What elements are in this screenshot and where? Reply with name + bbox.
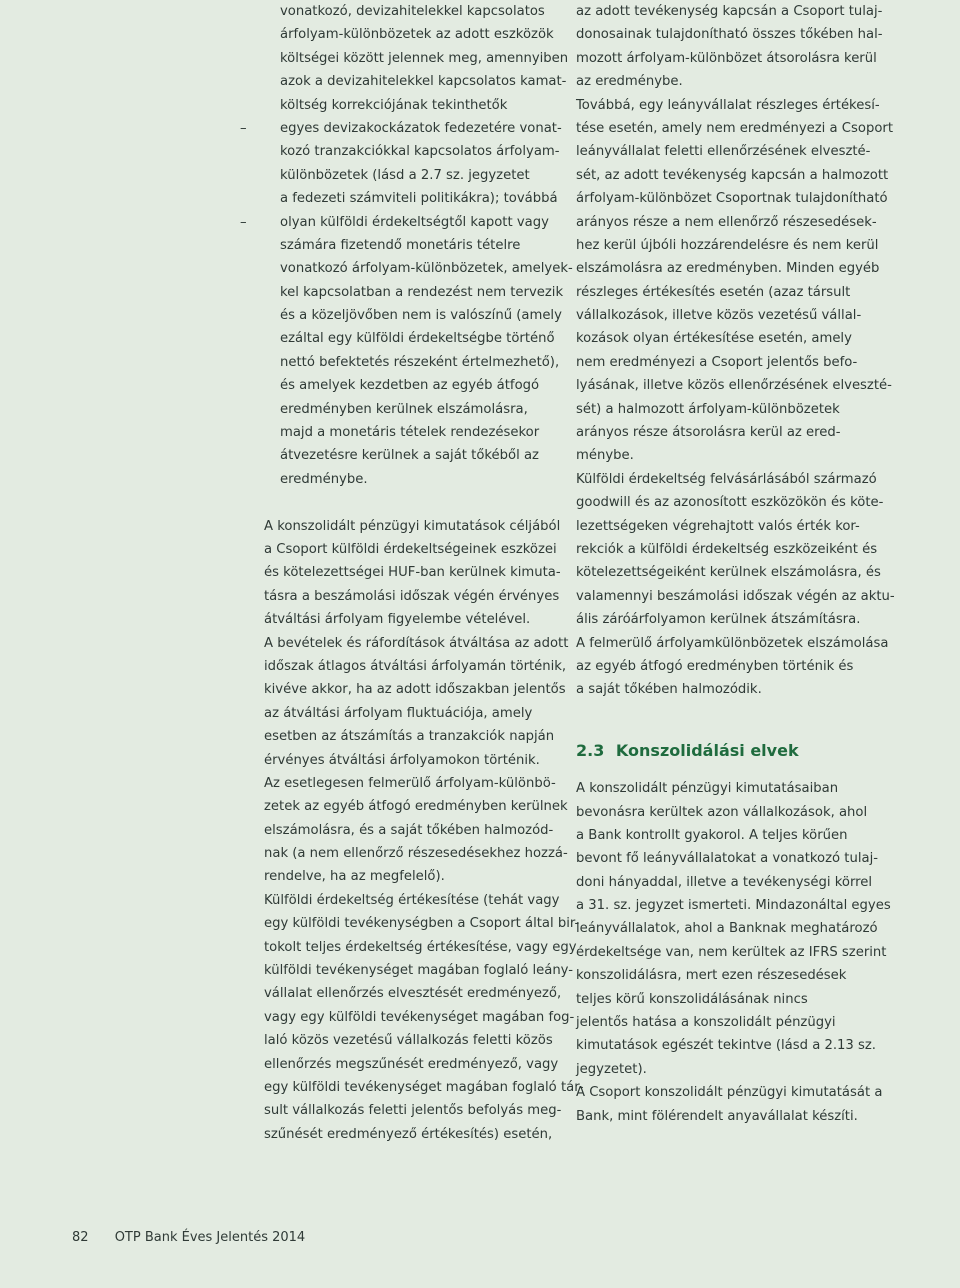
text-line: nettó befektetés részeként értelmezhető), [280, 354, 560, 370]
text-line: árfolyam-különbözet Csoportnak tulajdonítható [576, 191, 888, 207]
page-footer [72, 1228, 305, 1248]
text-line: Az esetlegesen felmerülő árfolyam-különbö- [264, 775, 556, 791]
text-line: kötelezettségeiként kerülnek elszámolásra, és [576, 565, 881, 581]
text-line: tése esetén, amely nem eredményezi a Csoport [576, 120, 893, 136]
text-line: rendelve, ha az megfelelő). [264, 869, 445, 885]
section-heading [576, 737, 876, 765]
text-line: esetben az átszámítás a tranzakciók napján [264, 729, 555, 745]
text-line: egy külföldi tevékenységben a Csoport által bir- [264, 916, 580, 932]
text-line: A konszolidált pénzügyi kimutatásaiban [576, 781, 839, 797]
section-title: Konszolidálási elvek [615, 741, 799, 761]
page-number: 82 [72, 1230, 89, 1245]
text-line: az adott tevékenység kapcsán a Csoport tulaj- [576, 4, 883, 19]
text-line: kivéve akkor, ha az adott időszakban jelentős [264, 682, 566, 698]
text-line: bevont fő leányvállalatokat a vonatkozó tulaj- [576, 851, 878, 867]
text-line: ellenőrzés megszűnését eredményező, vagy [264, 1056, 559, 1072]
text-line: a 31. sz. jegyzet ismerteti. Mindazonáltal egyes [576, 898, 891, 914]
text-line: számára fizetendő monetáris tételre [280, 237, 521, 253]
text-line: lyásának, illetve közös ellenőrzésének elveszté- [576, 378, 892, 394]
text-line: zetek az egyéb átfogó eredményben kerülnek [264, 799, 568, 815]
text-line: Bank, mint fölérendelt anyavállalat készíti. [576, 1108, 858, 1124]
text-line: és a közeljövőben nem is valószínű (amely [280, 308, 562, 324]
text-line: költségei között jelennek meg, amennyiben [280, 50, 569, 66]
text-line: doni hányaddal, illetve a tevékenységi körrel [576, 874, 873, 890]
text-line: kozások olyan értékesítése esetén, amely [576, 331, 852, 347]
bullet-text: egyes devizakockázatok fedezetére vonat- [280, 120, 562, 136]
right-column-top-text [576, 0, 895, 702]
text-line: az átváltási árfolyam fluktuációja, amely [264, 705, 533, 721]
text-line: átváltási árfolyam figyelembe vételével. [264, 612, 531, 628]
text-line: kozó tranzakciókkal kapcsolatos árfolyam- [280, 144, 560, 160]
bullet-text: olyan külföldi érdekeltségtől kapott vagy [280, 214, 549, 230]
text-line: hez kerül újbóli hozzárendelésre és nem kerül [576, 237, 879, 253]
text-line: goodwill és az azonosított eszközökön és köte- [576, 495, 884, 511]
right-column-bottom-text [576, 777, 891, 1128]
text-line: vonatkozó árfolyam-különbözetek, amelyek- [280, 261, 573, 277]
text-line: ális záróárfolyamon kerülnek átszámításra. [576, 612, 861, 628]
text-line: Külföldi érdekeltség értékesítése (tehát vagy [264, 892, 560, 908]
text-line: eredménybe. [280, 471, 368, 487]
text-line: és kötelezettségei HUF-ban kerülnek kimuta- [264, 565, 561, 581]
text-line: majd a monetáris tételek rendezésekor [280, 425, 540, 441]
dash-bullet-icon: – [240, 120, 247, 136]
text-line: sét) a halmozott árfolyam-különbözetek [576, 401, 840, 417]
text-line: a fedezeti számviteli politikákra); továbbá [280, 191, 558, 207]
text-line: A Csoport konszolidált pénzügyi kimutatását a [576, 1085, 883, 1101]
text-line: átvezetésre kerülnek a saját tőkéből az [280, 448, 539, 464]
text-line: azok a devizahitelekkel kapcsolatos kamat- [280, 74, 567, 90]
text-line: elszámolásra, és a saját tőkében halmozód- [264, 822, 554, 838]
text-line: teljes körű konszolidálásának nincs [576, 991, 808, 1007]
text-line: jelentős hatása a konszolidált pénzügyi [576, 1015, 836, 1031]
text-line: bevonásra kerültek azon vállalkozások, ahol [576, 804, 868, 820]
text-line: lezettségeken végrehajtott valós érték kor- [576, 518, 860, 534]
text-line: jegyzetet). [576, 1061, 647, 1077]
text-line: nak (a nem ellenőrző részesedésekhez hozzá- [264, 846, 568, 862]
text-line: külföldi tevékenységet magában foglaló leány- [264, 963, 574, 979]
text-line: arányos része átsorolásra kerül az ered- [576, 425, 841, 441]
text-line: különbözetek (lásd a 2.7 sz. jegyzetet [280, 167, 530, 183]
right-column [576, 0, 895, 1128]
text-line: tokolt teljes érdekeltség értékesítése, vagy egy [264, 939, 577, 955]
publication-title: OTP Bank Éves Jelentés 2014 [114, 1230, 306, 1245]
text-line: rekciók a külföldi érdekeltség eszközeiként és [576, 541, 878, 557]
paragraph-gap [264, 491, 554, 514]
text-line: A bevételek és ráfordítások átváltása az adott [264, 635, 569, 651]
text-line: és amelyek kezdetben az egyéb átfogó [280, 378, 540, 394]
text-line: nem eredményezi a Csoport jelentős befo- [576, 354, 858, 370]
text-line: kimutatások egészét tekintve (lásd a 2.13 sz. [576, 1038, 877, 1054]
text-line: eredményben kerülnek elszámolásra, [280, 401, 528, 417]
text-line: kel kapcsolatban a rendezést nem tervezik [280, 284, 564, 300]
text-line: a saját tőkében halmozódik. [576, 682, 762, 698]
text-line: vagy egy külföldi tevékenységet magában fog- [264, 1009, 575, 1025]
text-line: a Bank kontrollt gyakorol. A teljes körűen [576, 827, 848, 843]
text-line: leányvállalat feletti ellenőrzésének elveszté- [576, 144, 871, 160]
text-line: ménybe. [576, 448, 634, 464]
text-line: konszolidálásra, mert ezen részesedések [576, 968, 847, 984]
text-line: sét, az adott tevékenység kapcsán a halmozott [576, 167, 889, 183]
text-line: az egyéb átfogó eredményben történik és [576, 658, 854, 674]
text-line: A konszolidált pénzügyi kimutatások céljából [264, 518, 561, 534]
text-line: leányvállalatok, ahol a Banknak meghatározó [576, 921, 878, 937]
text-line: vállalkozások, illetve közös vezetésű vállal- [576, 308, 862, 324]
text-line: Továbbá, egy leányvállalat részleges értékesí- [576, 97, 880, 113]
section-number: 2.3 [576, 741, 605, 761]
text-line: ezáltal egy külföldi érdekeltségbe történő [280, 331, 555, 347]
text-line: sult vállalkozás feletti jelentős befolyás meg- [264, 1103, 562, 1119]
text-line: elszámolásra az eredményben. Minden egyéb [576, 261, 880, 277]
bullet-line [240, 211, 554, 234]
text-line: időszak átlagos átváltási árfolyamán történik, [264, 658, 567, 674]
text-line: részleges értékesítés esetén (azaz társult [576, 284, 851, 300]
text-line: Külföldi érdekeltség felvásárlásából származó [576, 471, 877, 487]
text-line: arányos része a nem ellenőrző részesedések- [576, 214, 877, 230]
text-line: az eredménybe. [576, 74, 683, 90]
text-line: laló közös vezetésű vállalkozás feletti közös [264, 1033, 553, 1049]
bullet-line [240, 117, 562, 140]
text-line: érdekeltsége van, nem kerültek az IFRS szerint [576, 944, 887, 960]
text-line: tásra a beszámolási időszak végén érvényes [264, 588, 560, 604]
text-line: egy külföldi tevékenységet magában foglaló tár- [264, 1079, 584, 1095]
dash-bullet-icon: – [240, 214, 247, 230]
text-line: vonatkozó, devizahitelekkel kapcsolatos [280, 4, 545, 19]
text-line: vállalat ellenőrzés elvesztését eredményező, [264, 986, 562, 1002]
text-line: A felmerülő árfolyamkülönbözetek elszámolása [576, 635, 889, 651]
text-line: költség korrekciójának tekinthetők [280, 97, 508, 113]
text-line: szűnését eredményező értékesítés) esetén, [264, 1126, 553, 1142]
text-line: valamennyi beszámolási időszak végén az aktu- [576, 588, 895, 604]
text-line: a Csoport külföldi érdekeltségeinek eszközei [264, 541, 557, 557]
text-line: donosainak tulajdonítható összes tőkében hal- [576, 27, 883, 43]
text-line: érvényes átváltási árfolyamokon történik. [264, 752, 540, 768]
text-line: mozott árfolyam-különbözet átsorolásra kerül [576, 50, 877, 66]
text-line: árfolyam-különbözetek az adott eszközök [280, 27, 554, 43]
left-column [240, 0, 584, 1146]
